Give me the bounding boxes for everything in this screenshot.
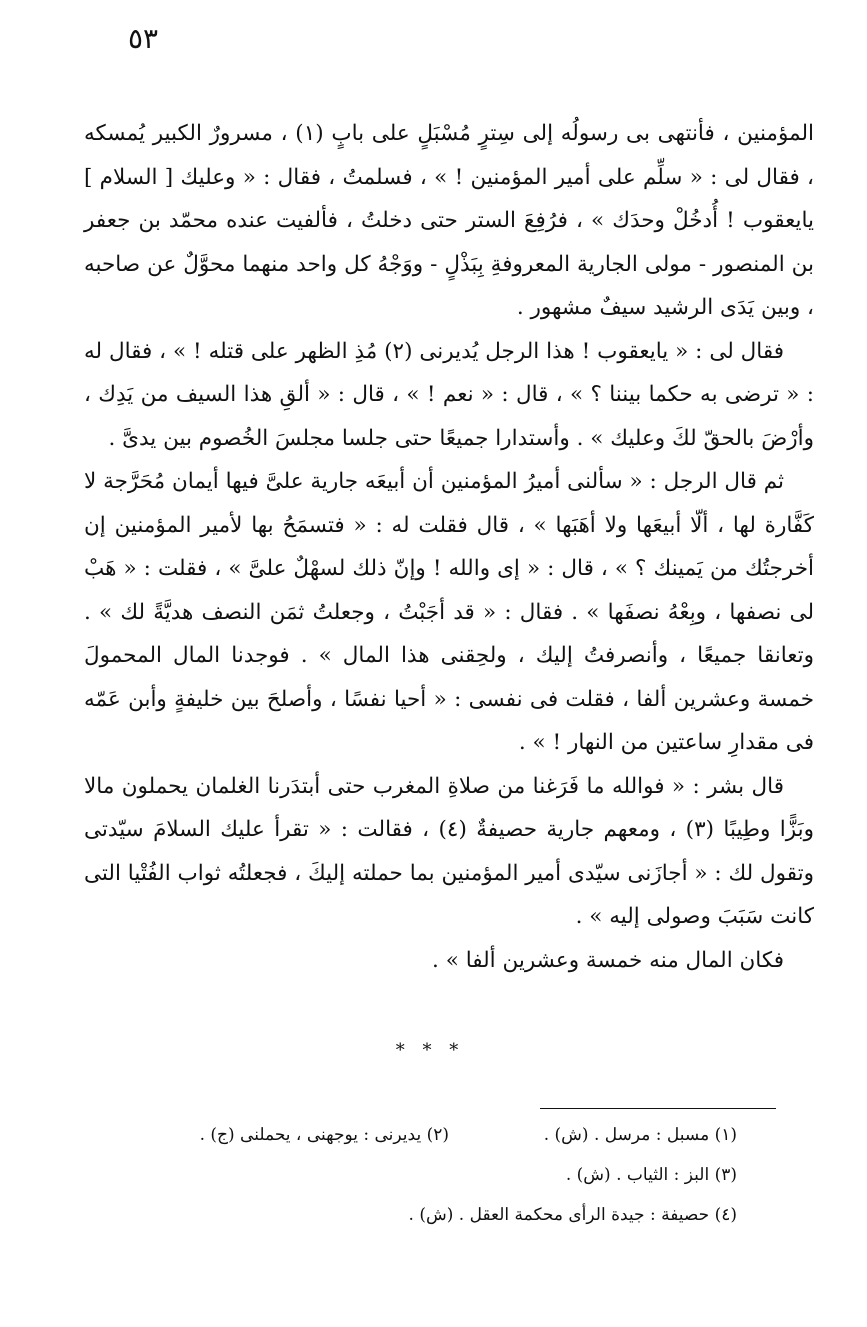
footnote-divider — [540, 1108, 776, 1109]
footnote-4: (٤) حصيفة : جيدة الرأى محكمة العقل . (ش) . — [408, 1205, 737, 1225]
paragraph: قال بشر : « فوالله ما فَرَغنا من صلاةِ المغرب حتى أبتدَرنا الغلمان يحملون مالا وبَزًّا وطِيبًا (٣) ، ومعهم جارية حصيفةٌ (٤) ، فقالت : « تقرأ عليك السلامَ سيّدتى وتقول لك : « أجازَنى سيّدى أمير المؤمنين بما حملته إليكَ ، فجعلتُه ثواب الفُتْيا التى كانت سَبَبَ وصولى إليه » . — [84, 773, 814, 929]
section-separator: * * * — [395, 1040, 465, 1061]
body-text — [84, 112, 814, 982]
paragraph: ثم قال الرجل : « سألنى أميرُ المؤمنين أن أبيعَه جارية علىَّ فيها أيمان مُحَرَّجة لا كَفَّارة لها ، ألّا أبيعَها ولا أهَبَها » ، قال فقلت له : « فتسمَحُ بها لأمير المؤمنين إن أخرجتُك من يَمينك ؟ » ، قال : « إى والله ! وإنّ ذلك لسهْلٌ علىَّ » ، فقلت : « هَبْ لى نصفها ، وبِعْهُ نصفَها » . فقال : « قد أجَبْتُ ، وجعلتُ ثمَن النصف هديَّةً لك » . وتعانقا جميعًا ، وأنصرفتُ إليك ، ولحِقنى هذا المال » . فوجدنا المال المحمولَ خمسة وعشرين ألفا ، فقلت فى نفسى : « أحيا نفسًا ، وأصلحَ بين خليفةٍ وأبن عَمّه فى مقدارِ ساعتين من النهار ! » . — [84, 469, 814, 755]
footnote-1: (١) مسبل : مرسل . (ش) . — [543, 1125, 737, 1145]
paragraph: فكان المال منه خمسة وعشرين ألفا » . — [432, 947, 784, 973]
footnote-3: (٣) البز : الثياب . (ش) . — [565, 1165, 737, 1185]
page-number: ٥٣ — [128, 22, 159, 55]
paragraph: المؤمنين ، فأنتهى بى رسولُه إلى سِترٍ مُسْبَلٍ على بابٍ (١) ، مسرورٌ الكبير يُمسكه ، فقال لى : « سلِّم على أمير المؤمنين ! » ، فسلمتُ ، فقال : « وعليك [ السلام ] يايعقوب ! أُدخُلْ وحدَك » ، فرُفِعَ الستر حتى دخلتُ ، فألفيت عنده محمّد بن جعفر بن المنصور - مولى الجارية المعروفةِ بِبَذْلٍ - ووَجْهُ كل واحد منهما محوَّلٌ عن صاحبه ، وبين يَدَى الرشيد سيفٌ مشهور . — [84, 121, 815, 320]
footnote-2: (٢) يديرنى : يوجهنى ، يحملنى (ج) . — [199, 1125, 449, 1145]
paragraph: فقال لى : « يايعقوب ! هذا الرجل يُديرنى (٢) مُذِ الظهر على قتله ! » ، فقال له : « ترضى به حكما بيننا ؟ » ، قال : « نعم ! » ، قال : « ألقِ هذا السيف من يَدِك ، وأرْضَ بالحقّ لكَ وعليك » . وأستدارا جميعًا حتى جلسا مجلسَ الخُصوم بين يدىَّ . — [84, 338, 814, 451]
